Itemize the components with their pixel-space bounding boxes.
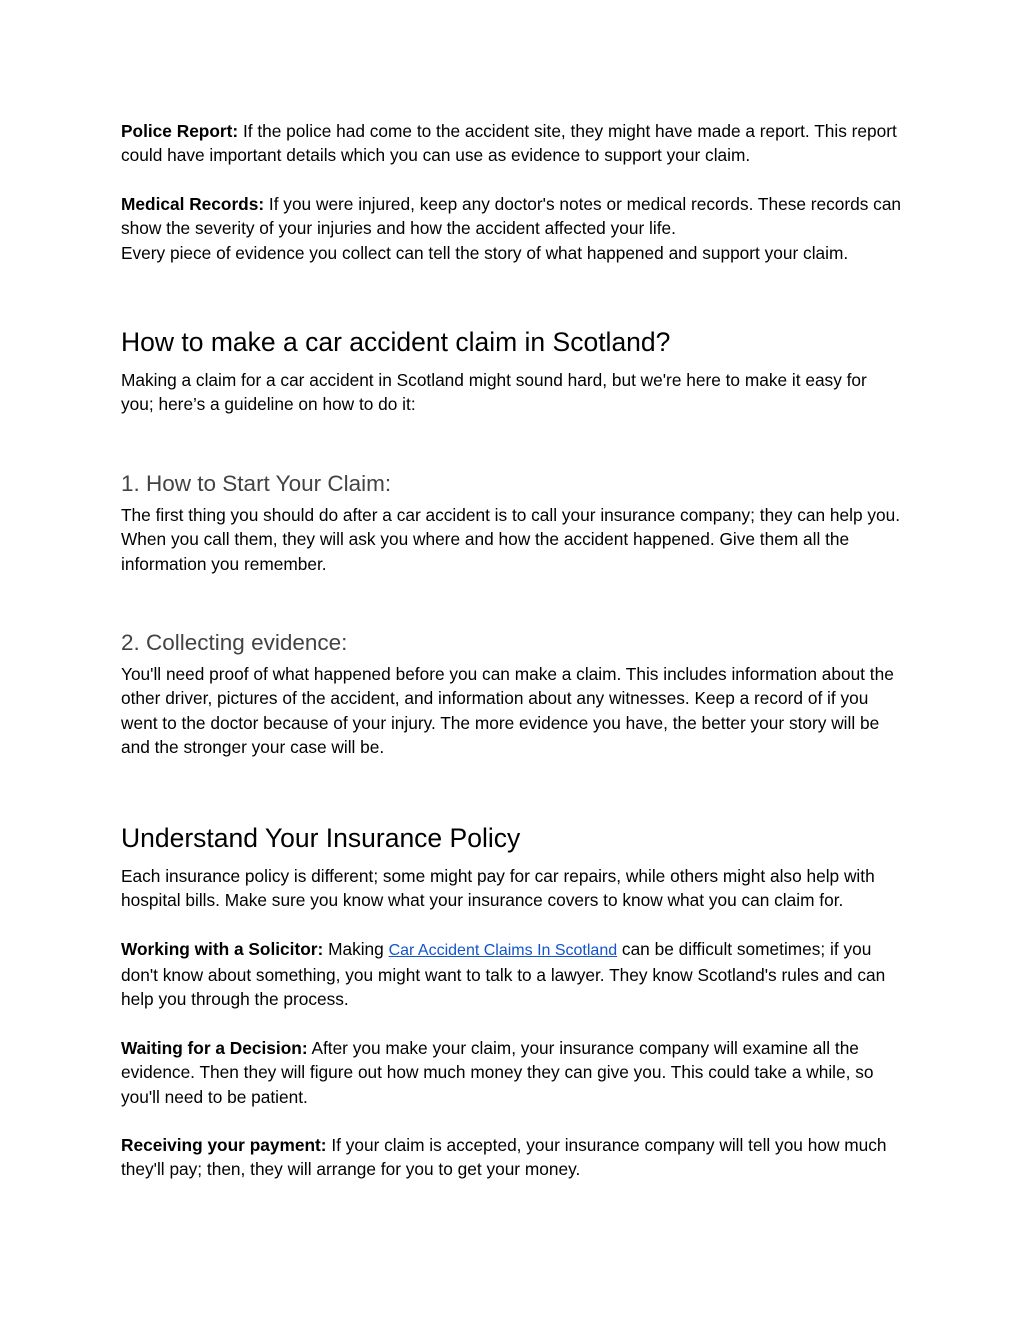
solicitor-label: Working with a Solicitor: xyxy=(121,938,324,959)
solicitor-post-text: can be difficult sometimes; if you don't know about something, you might want to talk to a lawyer. They know Scotland's rules and can help you through the process. xyxy=(121,938,886,1010)
step1-text: The first thing you should do after a car accident is to call your insurance company; they can help you. When you call them, they will ask you where and how the accident happened. Give them all the information you remember. xyxy=(121,504,901,574)
police-report-label: Police Report: xyxy=(121,121,239,141)
step2-text: You'll need proof of what happened before you can make a claim. This includes information about the other driver, pictures of the accident, and information about any witnesses. Keep a record of if you went to the doctor because of your injury. The more evidence you have, the better your story will be and the stronger your case will be. xyxy=(121,664,894,758)
claim-section-intro: Making a claim for a car accident in Scotland might sound hard, but we're here to make it easy for you; here’s a guideline on how to do it: xyxy=(121,370,867,415)
payment-paragraph xyxy=(121,1133,903,1182)
decision-paragraph xyxy=(121,1036,903,1109)
policy-section-heading: Understand Your Insurance Policy xyxy=(121,822,521,853)
claim-section-heading: How to make a car accident claim in Scotland? xyxy=(121,327,671,358)
step1-heading: 1. How to Start Your Claim: xyxy=(121,470,392,496)
police-report-text: If the police had come to the accident site, they might have made a report. This report could have important details which you can use as evidence to support your claim. xyxy=(121,121,897,166)
decision-label: Waiting for a Decision: xyxy=(121,1037,308,1058)
payment-label: Receiving your payment: xyxy=(121,1134,327,1155)
solicitor-pre-text: Making xyxy=(323,938,389,959)
step2-heading: 2. Collecting evidence: xyxy=(121,630,348,656)
medical-records-label: Medical Records: xyxy=(121,193,265,214)
police-report-paragraph xyxy=(121,119,903,168)
medical-records-paragraph xyxy=(121,192,903,241)
payment-text: If your claim is accepted, your insurance company will tell you how much they'll pay; then, they will arrange for you to get your money. xyxy=(121,1134,887,1180)
medical-records-text: If you were injured, keep any doctor's notes or medical records. These records can show the severity of your injuries and how the accident affected your life. xyxy=(121,193,902,239)
solicitor-paragraph xyxy=(121,937,903,1012)
document-page xyxy=(121,119,903,1182)
decision-text: After you make your claim, your insurance company will examine all the evidence. Then they will figure out how much money they can give you. This could take a while, so you'll need to be patient. xyxy=(121,1037,874,1107)
evidence-summary-paragraph: Every piece of evidence you collect can tell the story of what happened and support your claim. xyxy=(121,242,849,263)
policy-section-intro: Each insurance policy is different; some might pay for car repairs, while others might also help with hospital bills. Make sure you know what your insurance covers to know what you can claim for. xyxy=(121,865,875,911)
car-accident-claims-link[interactable]: Car Accident Claims In Scotland xyxy=(388,941,618,959)
